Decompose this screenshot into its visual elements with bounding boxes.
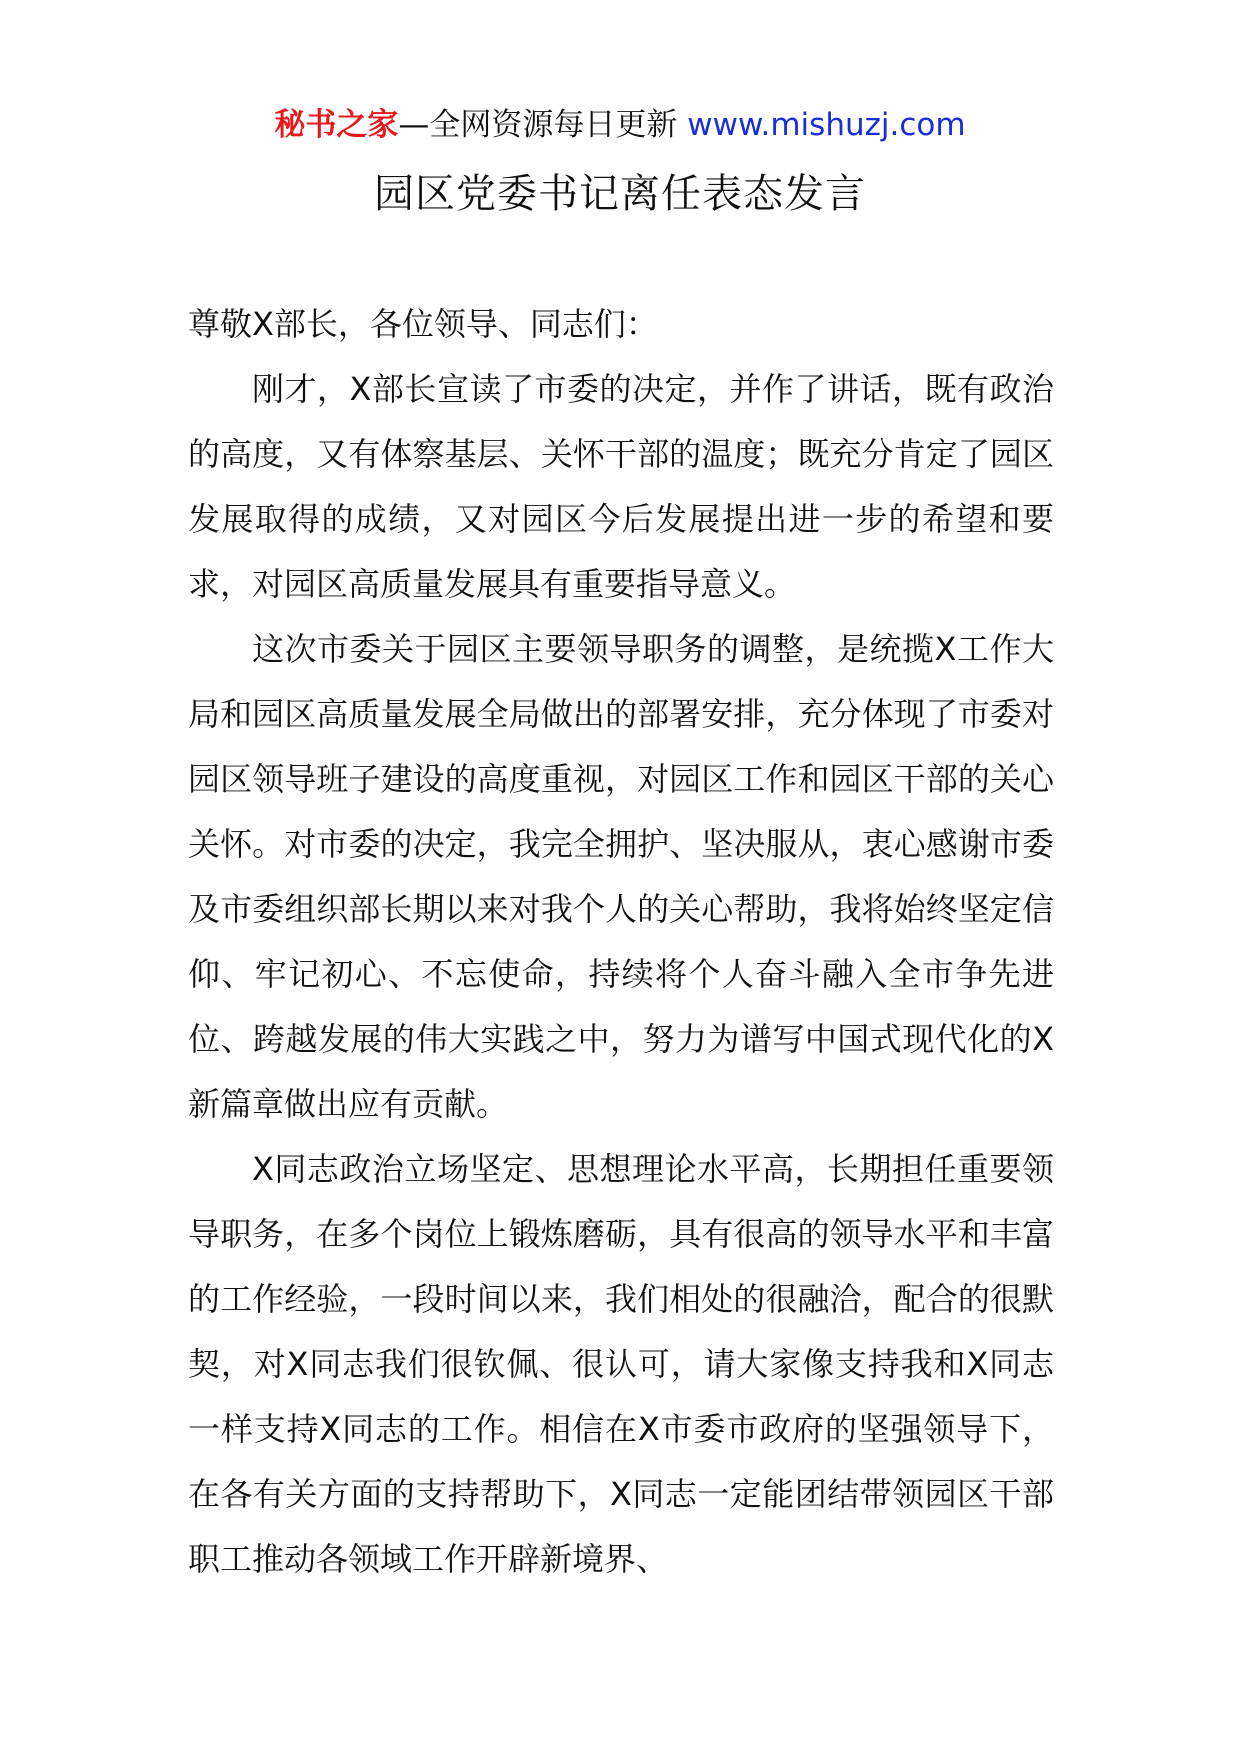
salutation: 尊敬X部长，各位领导、同志们： (188, 305, 658, 343)
paragraph-3: X同志政治立场坚定、思想理论水平高，长期担任重要领导职务，在多个岗位上锻炼磨砺，具有很高的领导水平和丰富的工作经验，一段时间以来，我们相处的很融洽，配合的很默契，对X同志我们很钦佩、很认可，请大家像支持我和X同志一样支持X同志的工作。相信在X市委市政府的坚强领导下，在各有关方面的支持帮助下，X同志一定能团结带领园区干部职工推动各领域工作开辟新境界、 (188, 1150, 1054, 1578)
site-url-link[interactable]: www.mishuzj.com (687, 107, 966, 143)
site-header (0, 103, 1240, 147)
document-title: 园区党委书记离任表态发言 (374, 171, 866, 217)
paragraph-2: 这次市委关于园区主要领导职务的调整，是统揽X工作大局和园区高质量发展全局做出的部署安排，充分体现了市委对园区领导班子建设的高度重视，对园区工作和园区干部的关心关怀。对市委的决定，我完全拥护、坚决服从，衷心感谢市委及市委组织部长期以来对我个人的关心帮助，我将始终坚定信仰、牢记初心、不忘使命，持续将个人奋斗融入全市争先进位、跨越发展的伟大实践之中，努力为谱写中国式现代化的X新篇章做出应有贡献。 (188, 630, 1054, 1123)
brand-name: 秘书之家 (274, 107, 399, 143)
header-tagline: —全网资源每日更新 (398, 107, 688, 143)
paragraph-1: 刚才，X部长宣读了市委的决定，并作了讲话，既有政治的高度，又有体察基层、关怀干部的温度；既充分肯定了园区发展取得的成绩，又对园区今后发展提出进一步的希望和要求，对园区高质量发展具有重要指导意义。 (188, 370, 1054, 603)
document-body (188, 292, 1054, 1592)
